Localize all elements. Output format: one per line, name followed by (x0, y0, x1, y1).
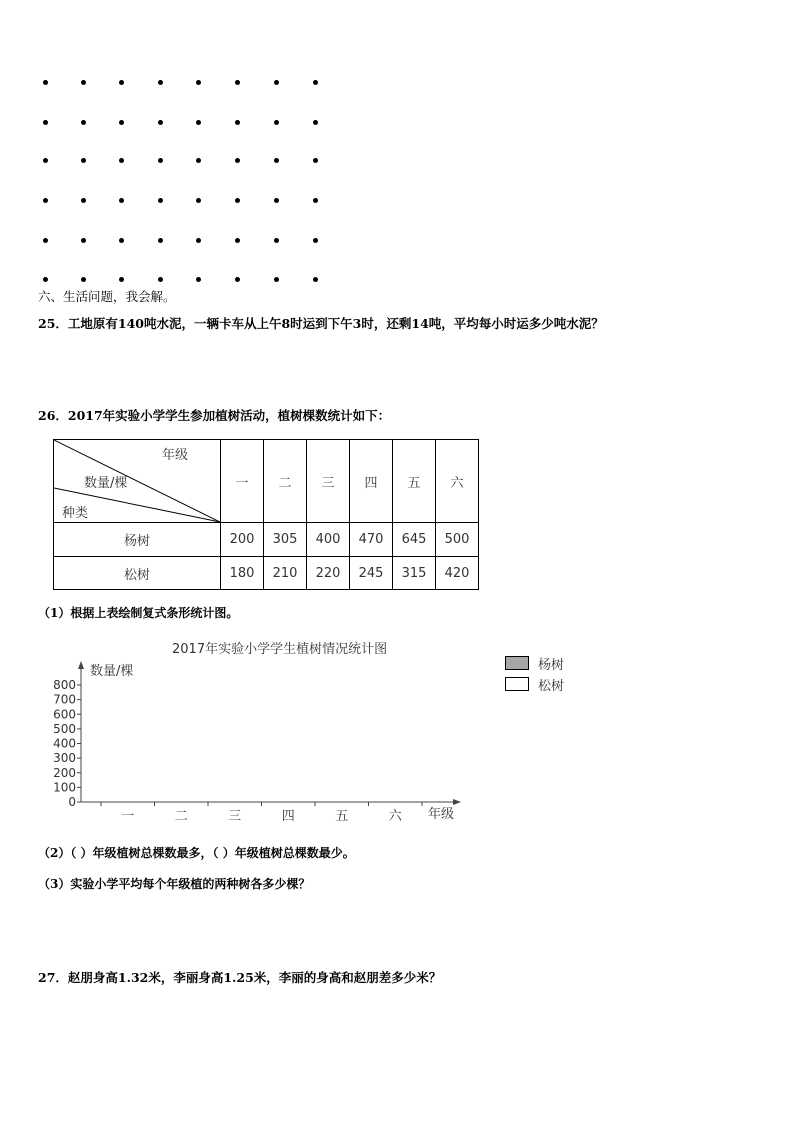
chart-title: 2017年实验小学学生植树情况统计图 (172, 642, 388, 657)
question-26-part-1: （1）根据上表绘制复式条形统计图。 (38, 606, 239, 620)
section-title: 六、生活问题，我会解。 (38, 289, 176, 304)
grid-dot (158, 198, 163, 203)
table-cell: 470 (350, 523, 393, 557)
table-corner-header (54, 440, 221, 523)
grid-dot (313, 120, 318, 125)
grid-dot (43, 80, 48, 85)
table-cell: 220 (307, 557, 350, 590)
legend-label-yangshu: 杨树 (538, 658, 565, 673)
grade-header: 六 (436, 440, 479, 523)
grid-dot (81, 238, 86, 243)
x-axis-arrow (453, 799, 461, 805)
legend-swatch-songshu (505, 677, 529, 691)
grid-dot (274, 277, 279, 282)
grid-dot (81, 198, 86, 203)
grid-dot (43, 238, 48, 243)
table-cell: 245 (350, 557, 393, 590)
grade-header: 二 (264, 440, 307, 523)
grid-dot (43, 120, 48, 125)
legend-label-songshu: 松树 (538, 679, 565, 694)
grid-dot (119, 238, 124, 243)
table-row (54, 523, 479, 557)
grid-dot (196, 277, 201, 282)
y-tick-label: 200 (53, 765, 76, 780)
grid-dot (158, 277, 163, 282)
grid-dot (81, 277, 86, 282)
grid-dot (235, 198, 240, 203)
table-cell: 200 (221, 523, 264, 557)
grid-dot (119, 80, 124, 85)
x-category-label: 四 (281, 809, 295, 824)
table-row (54, 557, 479, 590)
table-cell: 315 (393, 557, 436, 590)
grade-header: 五 (393, 440, 436, 523)
grid-dot (119, 120, 124, 125)
y-tick-label: 500 (53, 721, 76, 736)
row-label: 松树 (54, 557, 221, 590)
grid-dot (43, 198, 48, 203)
grid-dot (81, 158, 86, 163)
grid-dot (119, 198, 124, 203)
y-tick-label: 100 (53, 780, 76, 795)
table-cell: 400 (307, 523, 350, 557)
grid-dot (81, 80, 86, 85)
table-cell: 645 (393, 523, 436, 557)
row-label: 杨树 (54, 523, 221, 557)
question-26-part-2: （2）（ ）年级植树总棵数最多，（ ）年级植树总棵数最少。 (38, 846, 355, 860)
y-tick-label: 300 (53, 751, 76, 766)
table-cell: 305 (264, 523, 307, 557)
grid-dot (43, 158, 48, 163)
grid-dot (119, 158, 124, 163)
question-27: 27．赵朋身高1.32米，李丽身高1.25米，李丽的身高和赵朋差多少米？ (38, 970, 442, 985)
grid-dot (235, 277, 240, 282)
y-tick-label: 700 (53, 692, 76, 707)
grid-dot (196, 120, 201, 125)
grid-dot (81, 120, 86, 125)
grade-header: 三 (307, 440, 350, 523)
grid-dot (235, 158, 240, 163)
x-axis-title: 年级 (428, 807, 455, 822)
x-category-label: 五 (335, 809, 349, 824)
bar-chart (40, 655, 480, 830)
legend-swatch-yangshu (505, 656, 529, 670)
y-axis-title: 数量/棵 (90, 664, 134, 679)
question-26: 26．2017年实验小学学生参加植树活动，植树棵数统计如下： (38, 408, 391, 423)
y-tick-label: 0 (68, 795, 76, 809)
grid-dot (196, 238, 201, 243)
grid-dot (196, 158, 201, 163)
corner-mid-label: 数量/棵 (84, 476, 128, 491)
grid-dot (158, 120, 163, 125)
grade-header: 四 (350, 440, 393, 523)
y-tick-label: 400 (53, 736, 76, 751)
grid-dot (274, 158, 279, 163)
x-category-label: 三 (228, 809, 242, 824)
grid-dot (158, 80, 163, 85)
grid-dot (43, 277, 48, 282)
grid-dot (313, 238, 318, 243)
grid-dot (313, 80, 318, 85)
x-category-label: 一 (121, 809, 135, 824)
x-category-label: 二 (174, 809, 188, 824)
grid-dot (158, 238, 163, 243)
grid-dot (274, 120, 279, 125)
grid-dot (196, 80, 201, 85)
grid-dot (274, 80, 279, 85)
x-category-label: 六 (388, 809, 402, 824)
table-cell: 210 (264, 557, 307, 590)
grid-dot (313, 277, 318, 282)
grid-dot (313, 158, 318, 163)
grid-dot (196, 198, 201, 203)
y-axis-arrow (78, 661, 84, 669)
grid-dot (274, 198, 279, 203)
grid-dot (235, 120, 240, 125)
grid-dot (313, 198, 318, 203)
dot-grid (0, 0, 340, 290)
table-cell: 420 (436, 557, 479, 590)
grid-dot (235, 238, 240, 243)
grid-dot (235, 80, 240, 85)
grid-dot (119, 277, 124, 282)
tree-count-table (53, 439, 479, 590)
table-cell: 180 (221, 557, 264, 590)
question-25: 25．工地原有140吨水泥，一辆卡车从上午8时运到下午3时，还剩14吨，平均每小时运多少吨水泥？ (38, 316, 604, 331)
corner-top-label: 年级 (162, 448, 189, 463)
grid-dot (158, 158, 163, 163)
question-26-part-3: （3）实验小学平均每个年级植的两种树各多少棵？ (38, 877, 311, 891)
y-tick-label: 800 (53, 678, 76, 692)
corner-bottom-label: 种类 (62, 506, 89, 521)
y-tick-label: 600 (53, 707, 76, 722)
table-cell: 500 (436, 523, 479, 557)
grid-dot (274, 238, 279, 243)
grade-header: 一 (221, 440, 264, 523)
